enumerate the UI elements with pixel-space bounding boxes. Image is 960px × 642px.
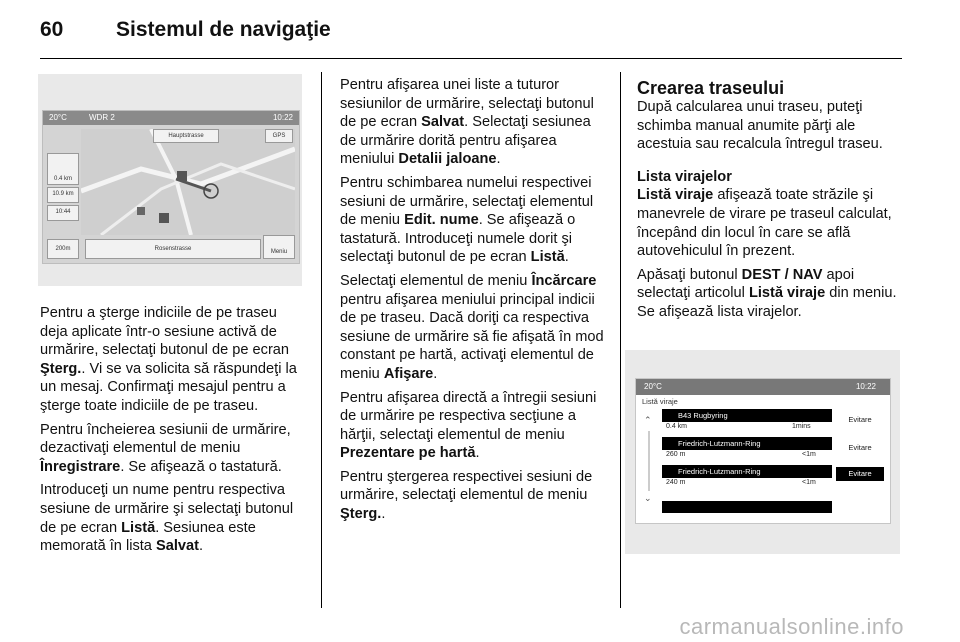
col2-paragraph-5: Pentru ştergerea respectivei sesiuni de urmărire, selectaţi elementul de meniu Şterg.. (340, 468, 593, 523)
figure-map-frame (38, 74, 302, 286)
turn-indicator: 0.4 km (47, 153, 79, 185)
street-bottom-label: Rosenstrasse (85, 239, 261, 259)
list-status-bar (636, 379, 890, 395)
scroll-down-icon[interactable]: ⌄ (644, 493, 652, 503)
header-rule (40, 58, 902, 59)
list-temp: 20°C (644, 382, 662, 391)
page-title: Sistemul de navigaţie (116, 18, 331, 41)
watermark: carmanualsonline.info (679, 614, 904, 639)
col3-intro: După calcularea unui traseu, puteţi schimba manual anumite părţi ale acestuia sau recalcula întregul traseu. (637, 99, 883, 153)
list-title: Listă viraje (642, 397, 678, 406)
subsection-heading: Lista virajelor (637, 168, 732, 185)
page-header (40, 18, 331, 42)
nav-map-screenshot (42, 110, 300, 264)
avoid-button-3[interactable]: Evitare (836, 467, 884, 481)
street-top-label: Hauptstrasse (153, 129, 219, 143)
column-3 (637, 78, 903, 327)
nav-temp: 20°C (49, 113, 67, 122)
list-time: 10:22 (855, 382, 876, 391)
col2-paragraph-4: Pentru afişarea directă a întregii sesiuni de urmărire pe respectiva secţiune a hărţii, selectaţi elementul de meniu Prezentare pe hartă. (340, 389, 597, 462)
nav-status-bar (43, 111, 299, 125)
col3-paragraph-1: Listă viraje afişează toate străzile şi manevrele de virare pe traseul calculat, începând din locul în care se află autovehiculul în prezent. (637, 187, 892, 260)
map-area[interactable] (81, 129, 295, 235)
arrival-time: 10:44 (47, 205, 79, 221)
col2-paragraph-2: Pentru schimbarea numelui respectivei sesiuni de urmărire, selectaţi elementul de meniu Edit. nume. Se afişează o tastatură. Introduceţi numele dorit şi selectaţi butonul de pe ecran Listă. (340, 174, 594, 266)
column-2 (340, 76, 604, 529)
page-number: 60 (40, 18, 64, 41)
turn-row-3[interactable]: Friedrich-Lutzmann-Ring (662, 465, 832, 478)
avoid-button-1[interactable]: Evitare (848, 415, 872, 424)
scrollbar[interactable] (648, 431, 650, 491)
remaining-distance: 10.9 km (47, 187, 79, 203)
menu-button[interactable]: Meniu (263, 235, 295, 259)
col2-paragraph-1: Pentru afişarea unei liste a tuturor sesiunilor de urmărire, selectaţi butonul de pe ecran Salvat. Selectaţi sesiunea de urmărire dorită pentru afişarea meniului Detalii jaloane. (340, 77, 594, 168)
turn-list-screenshot: 20°C 10:22 Listă viraje ⌃ ⌄ B43 Rugbyring 0.4 km 1mins Evitare Friedrich-Lutzmann-Ring 260 m <1m Evitare Friedrich-Lutzmann-Ring 240 m <1m Evitare (635, 378, 891, 524)
map-scale-button[interactable]: 200m (47, 239, 79, 259)
column-divider-2 (620, 72, 621, 608)
turn-row-1[interactable]: B43 Rugbyring (662, 409, 832, 422)
turn-row-2[interactable]: Friedrich-Lutzmann-Ring (662, 437, 832, 450)
gps-button[interactable]: GPS (265, 129, 293, 143)
nav-time: 10:22 (272, 113, 293, 122)
nav-station: WDR 2 (89, 113, 115, 122)
col1-paragraph-1: Pentru a şterge indiciile de pe traseu deja aplicate într-o sesiune activă de urmărire, selectaţi butonul de pe ecran Şterg.. Vi se va solicita să răspundeţi la un mesaj. Confirmaţi mesajul pentru a şterge toate indiciile de pe traseu. (40, 305, 297, 414)
map-roads (81, 129, 295, 235)
figure-list-frame (625, 350, 900, 554)
section-heading: Crearea traseului (637, 78, 785, 98)
list-bottom-bar (662, 501, 832, 513)
avoid-button-2[interactable]: Evitare (848, 443, 872, 452)
col2-paragraph-3: Selectaţi elementul de meniu Încărcare pentru afişarea meniului principal indicii de pe traseu. Dacă doriţi ca respectiva sesiune de urmărire să fie afişată în mod constant pe hartă, activaţi elementul de meniu Afişare. (340, 272, 604, 382)
col3-paragraph-2: Apăsaţi butonul DEST / NAV apoi selectaţi articolul Listă viraje din meniu. Se afişează lista virajelor. (637, 266, 897, 320)
col1-paragraph-3: Introduceţi un nume pentru respectiva sesiune de urmărire şi selectaţi butonul de pe ecran Listă. Sesiunea este memorată în lista Salvat. (40, 482, 294, 555)
scroll-up-icon[interactable]: ⌃ (644, 415, 652, 425)
column-divider-1 (321, 72, 322, 608)
column-1 (40, 304, 308, 561)
col1-paragraph-2: Pentru încheierea sesiunii de urmărire, dezactivaţi elementul de meniu Înregistrare. Se afişează o tastatură. (40, 421, 291, 475)
